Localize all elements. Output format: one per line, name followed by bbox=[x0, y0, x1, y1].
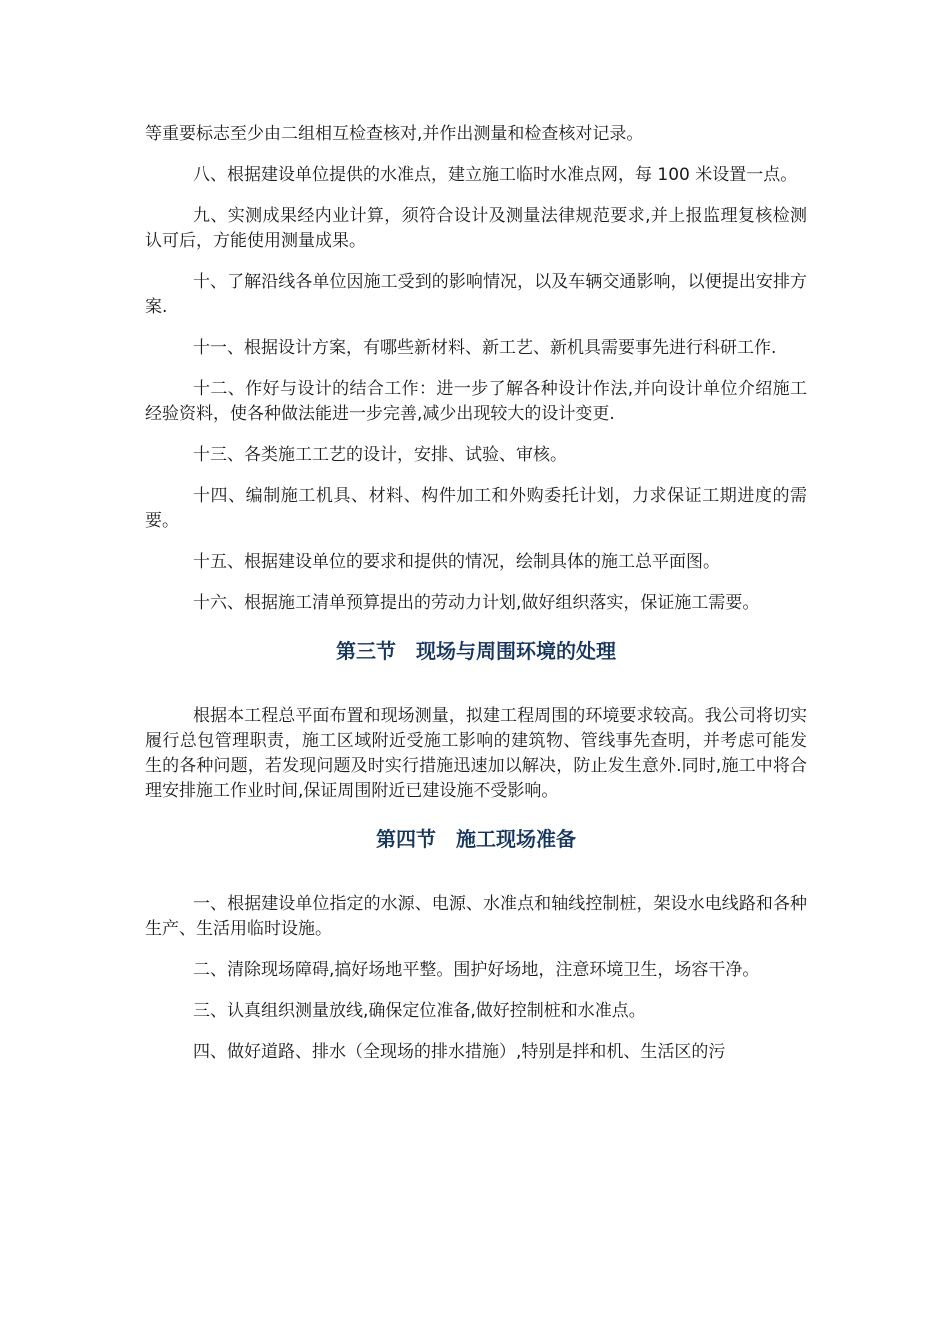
paragraph-environment: 根据本工程总平面布置和现场测量，拟建工程周围的环境要求较高。我公司将切实履行总包管理职责，施工区域附近受施工影响的建筑物、管线事先查明，并考虑可能发生的各种问题，若发现问题及时实行措施迅速加以解决，防止发生意外.同时,施工中将合理安排施工作业时间,保证周围附近已建设施不受影响。 bbox=[145, 706, 807, 801]
paragraph-item-11: 十一、根据设计方案，有哪些新材料、新工艺、新机具需要事先进行科研工作. bbox=[193, 338, 777, 358]
section-heading-3: 第三节 现场与周围环境的处理 bbox=[336, 639, 616, 663]
paragraph-item-13: 十三、各类施工工艺的设计，安排、试验、审核。 bbox=[193, 445, 567, 465]
paragraph-site-1: 一、根据建设单位指定的水源、电源、水准点和轴线控制桩，架设水电线路和各种生产、生活用临时设施。 bbox=[145, 894, 807, 939]
paragraph-item-14: 十四、编制施工机具、材料、构件加工和外购委托计划，力求保证工期进度的需要。 bbox=[145, 486, 807, 531]
paragraph-site-3: 三、认真组织测量放线,确保定位准备,做好控制桩和水准点。 bbox=[193, 1001, 646, 1021]
paragraph-item-15: 十五、根据建设单位的要求和提供的情况，绘制具体的施工总平面图。 bbox=[193, 552, 720, 572]
paragraph-item-9: 九、实测成果经内业计算，须符合设计及测量法律规范要求,并上报监理复核检测认可后，方能使用测量成果。 bbox=[145, 206, 807, 251]
paragraph-site-2: 二、清除现场障碍,搞好场地平整。围护好场地，注意环境卫生，场容干净。 bbox=[193, 960, 760, 980]
paragraph-continuation: 等重要标志至少由二组相互检查核对,并作出测量和检查核对记录。 bbox=[145, 124, 644, 144]
paragraph-item-10: 十、了解沿线各单位因施工受到的影响情况，以及车辆交通影响，以便提出安排方案. bbox=[145, 272, 807, 317]
paragraph-item-16: 十六、根据施工清单预算提出的劳动力计划,做好组织落实，保证施工需要。 bbox=[193, 593, 760, 613]
paragraph-item-8: 八、根据建设单位提供的水准点，建立施工临时水准点网，每 100 米设置一点。 bbox=[193, 165, 798, 185]
section-heading-4: 第四节 施工现场准备 bbox=[376, 827, 576, 851]
document-body bbox=[145, 122, 807, 1081]
paragraph-site-4: 四、做好道路、排水（全现场的排水措施）,特别是拌和机、生活区的污 bbox=[193, 1042, 726, 1062]
paragraph-item-12: 十二、作好与设计的结合工作：进一步了解各种设计作法,并向设计单位介绍施工经验资料，使各种做法能进一步完善,减少出现较大的设计变更. bbox=[145, 379, 807, 424]
